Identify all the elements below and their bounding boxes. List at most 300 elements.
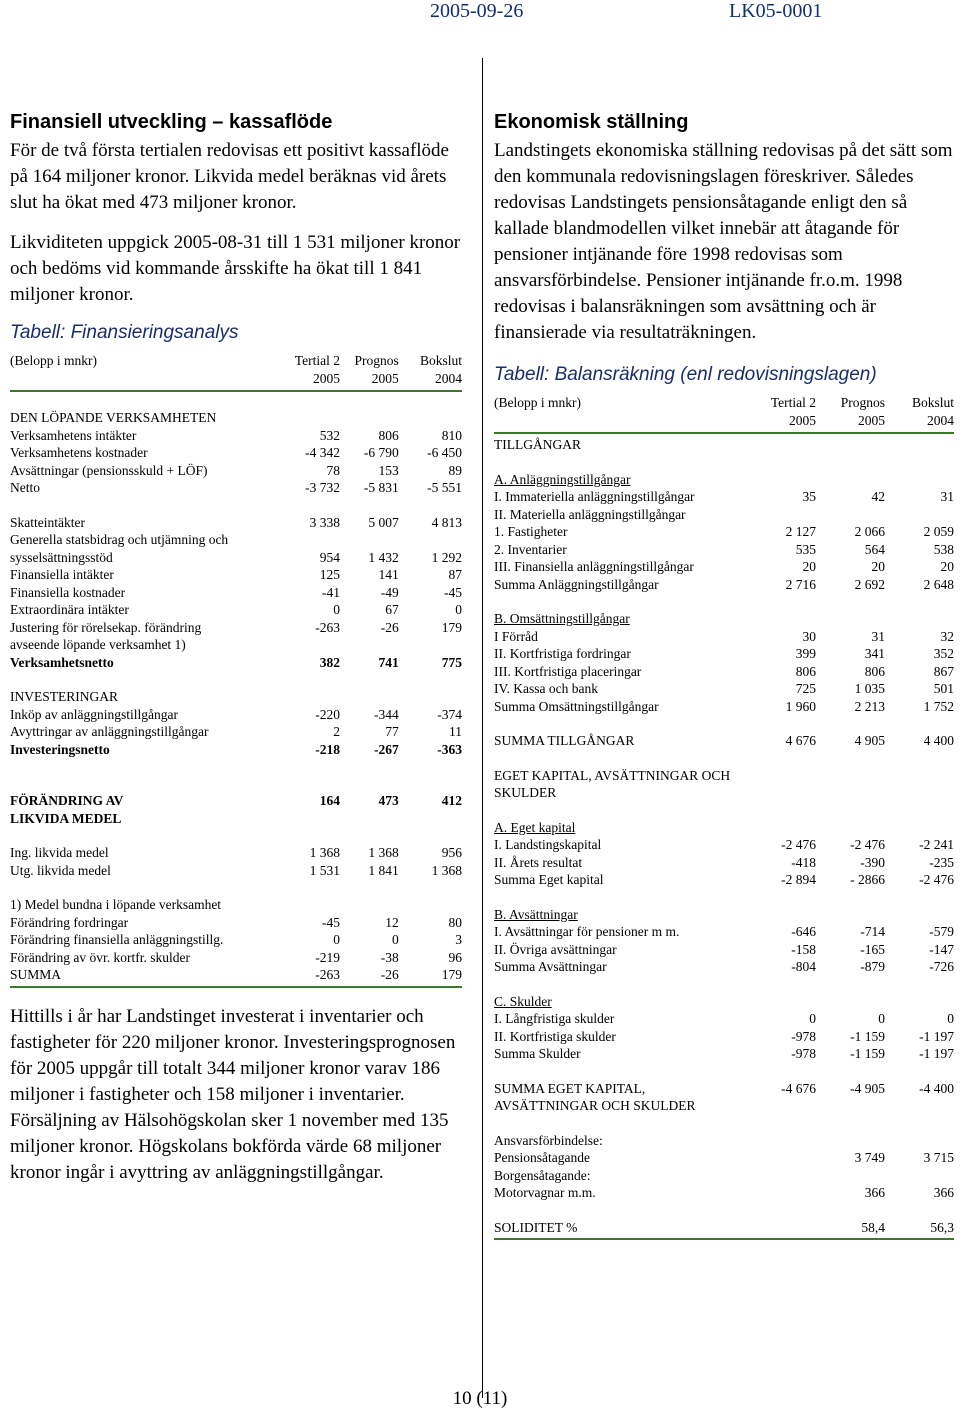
row-label <box>10 462 281 480</box>
row-value <box>399 879 462 896</box>
row-label-text: B. Avsättningar <box>494 906 578 922</box>
table-row <box>494 680 954 698</box>
row-label-text: III. Kortfristiga placeringar <box>494 663 642 679</box>
row-label-text: C. Skulder <box>494 993 552 1009</box>
row-label-text: II. Kortfristiga fordringar <box>494 646 631 661</box>
row-label <box>10 427 281 445</box>
row-value: 382 <box>319 654 340 670</box>
row-value: -2 476 <box>919 872 954 887</box>
page-number: 10 (11) <box>452 1388 508 1409</box>
col-header: Prognos <box>354 353 399 368</box>
table-row <box>494 1010 954 1028</box>
table-row <box>494 784 954 802</box>
row-value <box>340 810 399 828</box>
table-row <box>494 1045 954 1063</box>
table-row <box>494 819 954 837</box>
row-label-text: Skatteintäkter <box>10 514 85 530</box>
row-value <box>816 993 885 1011</box>
row-value: 4 813 <box>431 514 462 530</box>
row-label <box>10 549 281 567</box>
row-label <box>494 593 752 610</box>
row-value <box>281 636 340 654</box>
row-label-text: DEN LÖPANDE VERKSAMHETEN <box>10 410 217 425</box>
row-value: -418 <box>791 854 816 870</box>
table-row <box>494 593 954 610</box>
row-value: 956 <box>441 845 462 860</box>
row-value <box>816 436 885 454</box>
row-label-text: I. Långfristiga skulder <box>494 1011 615 1026</box>
row-label-text: Verksamhetens kostnader <box>10 445 148 460</box>
row-value <box>399 827 462 844</box>
row-value: -4 905 <box>850 1080 885 1096</box>
row-label <box>494 1080 752 1098</box>
table-row <box>10 671 462 688</box>
row-label <box>10 844 281 862</box>
row-value <box>340 688 399 706</box>
row-label <box>494 1028 752 1046</box>
row-value: 366 <box>864 1185 885 1200</box>
row-label-text: I. Landstingskapital <box>494 837 602 852</box>
table-row <box>10 619 462 637</box>
row-value: 532 <box>319 427 340 443</box>
table-row <box>494 750 954 767</box>
table-row <box>494 1080 954 1098</box>
row-value: 125 <box>319 567 340 582</box>
row-label-text: TILLGÅNGAR <box>494 437 581 452</box>
table-row <box>10 844 462 862</box>
row-value: 179 <box>441 967 462 982</box>
row-value <box>399 810 462 828</box>
row-label-text: Avsättningar (pensionsskuld + LÖF) <box>10 462 208 478</box>
row-value <box>816 506 885 524</box>
col-header-year: 2005 <box>371 370 399 386</box>
table-row <box>10 409 462 427</box>
row-label <box>10 775 281 792</box>
col-header-year: 2004 <box>927 412 954 428</box>
row-label-text: Summa Eget kapital <box>494 872 604 887</box>
row-label <box>494 889 752 906</box>
row-value: 5 007 <box>368 514 399 530</box>
table-row <box>494 628 954 646</box>
row-label <box>494 576 752 594</box>
row-label <box>494 663 752 681</box>
row-value <box>340 409 399 427</box>
row-value: 2 <box>333 724 340 739</box>
row-value: 31 <box>940 489 954 504</box>
row-value <box>885 454 954 471</box>
row-value: -41 <box>321 584 340 600</box>
row-value <box>752 784 816 802</box>
table-row <box>10 444 462 462</box>
row-label <box>10 931 281 949</box>
row-value <box>340 827 399 844</box>
row-label <box>494 767 752 785</box>
row-value: -1 159 <box>850 1028 885 1044</box>
row-value: 806 <box>378 427 399 443</box>
row-label <box>494 993 752 1011</box>
table-row <box>494 854 954 872</box>
row-value: -804 <box>791 959 816 974</box>
row-value: 1 368 <box>309 845 340 860</box>
row-value: 12 <box>385 914 399 930</box>
row-label-text: II. Övriga avsättningar <box>494 941 617 957</box>
row-value: -4 676 <box>781 1080 816 1096</box>
row-value <box>752 1149 816 1167</box>
right-table-caption: Tabell: Balansräkning (enl redovisningslagen) <box>494 364 877 385</box>
row-value: 741 <box>378 654 399 670</box>
row-label-text: LIKVIDA MEDEL <box>10 810 122 826</box>
row-value <box>752 976 816 993</box>
row-label <box>494 628 752 646</box>
row-label-text: 2. Inventarier <box>494 541 567 557</box>
table-row <box>10 810 462 828</box>
row-value: 30 <box>802 628 816 644</box>
row-value <box>752 1097 816 1115</box>
row-label <box>494 1149 752 1167</box>
table-row <box>494 993 954 1011</box>
row-label <box>10 444 281 462</box>
row-label <box>494 1219 752 1237</box>
row-label <box>494 715 752 732</box>
row-value: 2 059 <box>923 524 954 539</box>
table-top-rule <box>10 390 462 392</box>
row-value: -165 <box>860 941 885 957</box>
left-paragraph-2: Likviditeten uppgick 2005-08-31 till 1 531 miljoner kronor och bedöms vid kommande årsskifte ha ökat till 1 841 miljoner kronor. <box>10 232 461 305</box>
row-value <box>816 784 885 802</box>
table-row <box>494 715 954 732</box>
table-row <box>494 906 954 924</box>
row-label-text: FÖRÄNDRING AV <box>10 793 124 808</box>
row-label <box>10 688 281 706</box>
row-value: 867 <box>933 663 954 679</box>
row-value: -1 159 <box>850 1046 885 1061</box>
right-paragraph-1: Landstingets ekonomiska ställning redovisas på det sätt som den kommunala redovisningslagen föreskriver. Således redovisas Landstingets pensionsåtagande enligt den så kallade blandmodellen vilket innebär att åtagande för pensioner intjänande före 1998 redovisas som ansvarsförbindelse. Pensioner intjänande fr.o.m. 1998 redovisas i balansräkningen som avsättning och är finansierade via resultaträkningen. <box>494 140 953 343</box>
table-row <box>10 879 462 896</box>
row-label <box>494 976 752 993</box>
row-value: 0 <box>455 602 462 617</box>
row-label-text: Summa Omsättningstillgångar <box>494 698 659 714</box>
row-label-text: AVSÄTTNINGAR OCH SKULDER <box>494 1098 696 1113</box>
row-value: 725 <box>795 681 816 696</box>
row-label <box>494 558 752 576</box>
row-label <box>10 654 281 672</box>
table-row <box>10 792 462 810</box>
row-value <box>885 1115 954 1132</box>
table-row <box>10 706 462 724</box>
row-value: 366 <box>933 1185 954 1200</box>
table-row <box>10 914 462 932</box>
row-label-text: Justering för rörelsekap. förändring <box>10 619 202 635</box>
row-value: 2 692 <box>854 576 885 592</box>
header-date: 2005-09-26 <box>430 0 524 22</box>
row-value: 179 <box>441 619 462 635</box>
row-label <box>10 949 281 967</box>
table-row <box>494 610 954 628</box>
row-label-text: SUMMA TILLGÅNGAR <box>494 733 635 748</box>
row-label <box>494 854 752 872</box>
row-value <box>399 531 462 549</box>
row-label-text: Netto <box>10 480 40 495</box>
row-label <box>494 1045 752 1063</box>
row-label <box>10 514 281 532</box>
row-label-text: Inköp av anläggningstillgångar <box>10 706 178 722</box>
row-label-text: I. Avsättningar för pensioner m m. <box>494 924 680 939</box>
row-value: 535 <box>795 541 816 557</box>
row-value: -26 <box>380 967 399 982</box>
row-label <box>10 966 281 984</box>
row-value: 3 <box>455 932 462 947</box>
row-value: -6 450 <box>427 445 462 460</box>
row-label <box>10 619 281 637</box>
row-value <box>399 409 462 427</box>
row-value: -4 400 <box>919 1080 954 1096</box>
row-value: 0 <box>333 602 340 617</box>
col-header: Prognos <box>840 395 885 410</box>
row-label-text: avseende löpande verksamhet 1) <box>10 637 186 652</box>
row-value: 20 <box>940 559 954 574</box>
row-label-text: Summa Skulder <box>494 1046 581 1061</box>
row-label-text: A. Anläggningstillgångar <box>494 471 631 487</box>
table-row <box>10 479 462 497</box>
row-value <box>752 802 816 819</box>
row-value: 78 <box>326 462 340 478</box>
row-value <box>885 889 954 906</box>
row-value: 0 <box>391 932 399 947</box>
row-value <box>752 1184 816 1202</box>
row-value <box>340 775 399 792</box>
row-value <box>281 688 340 706</box>
table-row <box>10 775 462 792</box>
row-value <box>816 1202 885 1219</box>
row-value: -978 <box>791 1046 816 1061</box>
row-value <box>752 906 816 924</box>
row-value: 2 716 <box>785 576 816 592</box>
row-label <box>494 645 752 663</box>
row-value: -2 476 <box>781 837 816 852</box>
row-label <box>10 792 281 810</box>
row-value <box>340 896 399 914</box>
row-value <box>816 976 885 993</box>
table-row <box>10 566 462 584</box>
table-row <box>494 1184 954 1202</box>
row-value: -5 551 <box>427 480 462 495</box>
row-label <box>494 1063 752 1080</box>
col-header-year: 2004 <box>435 370 462 386</box>
col-header-year: 2005 <box>312 370 340 386</box>
row-label <box>494 784 752 802</box>
row-value: 153 <box>378 462 399 478</box>
row-label <box>494 836 752 854</box>
cashflow-table-body <box>10 409 462 984</box>
row-value: -147 <box>929 941 954 957</box>
table-row <box>494 454 954 471</box>
row-value <box>885 715 954 732</box>
table-row <box>494 889 954 906</box>
row-value: -374 <box>437 706 462 722</box>
row-label-text: EGET KAPITAL, AVSÄTTNINGAR OCH <box>494 767 731 783</box>
row-value <box>816 767 885 785</box>
row-label <box>494 1167 752 1185</box>
row-label-text: Pensionsåtagande <box>494 1150 590 1165</box>
row-label-text: Verksamhetens intäkter <box>10 427 137 443</box>
table-row <box>494 767 954 785</box>
row-label <box>494 802 752 819</box>
row-label <box>494 471 752 489</box>
row-value <box>816 1132 885 1150</box>
row-label-text: II. Årets resultat <box>494 854 583 870</box>
row-label <box>10 497 281 514</box>
row-value: 3 338 <box>309 514 340 530</box>
row-value: 1 292 <box>431 549 462 565</box>
row-label-text: Verksamhetsnetto <box>10 654 114 670</box>
row-label <box>10 862 281 880</box>
row-value: 1 432 <box>368 549 399 565</box>
table-bottom-rule <box>494 1238 954 1240</box>
table-row <box>494 802 954 819</box>
row-value <box>816 715 885 732</box>
table-row <box>494 436 954 454</box>
row-value <box>399 497 462 514</box>
row-label <box>494 941 752 959</box>
table-row <box>10 723 462 741</box>
table-row <box>10 549 462 567</box>
row-label <box>494 680 752 698</box>
row-value: 341 <box>864 646 885 661</box>
table-row <box>494 1063 954 1080</box>
row-value <box>752 471 816 489</box>
row-label-text: Ing. likvida medel <box>10 845 109 860</box>
row-value <box>816 802 885 819</box>
table-unit: (Belopp i mnkr) <box>10 353 97 368</box>
row-label-text: Avyttringar av anläggningstillgångar <box>10 724 209 739</box>
row-value <box>340 531 399 549</box>
table-row <box>10 931 462 949</box>
table-row <box>494 523 954 541</box>
row-value: -26 <box>380 619 399 635</box>
table-row <box>10 862 462 880</box>
row-value: -1 197 <box>919 1028 954 1044</box>
row-label <box>10 741 281 759</box>
row-label <box>10 810 281 828</box>
table-row <box>494 1167 954 1185</box>
row-value <box>752 715 816 732</box>
row-value: -390 <box>860 854 885 870</box>
table-row <box>494 645 954 663</box>
row-value: 67 <box>385 602 399 617</box>
row-label <box>494 732 752 750</box>
table-row <box>10 497 462 514</box>
row-label <box>10 758 281 775</box>
row-value: -158 <box>791 941 816 957</box>
row-label <box>10 706 281 724</box>
row-value: 2 213 <box>854 698 885 714</box>
row-value: -879 <box>860 959 885 974</box>
row-value <box>399 896 462 914</box>
row-value <box>340 636 399 654</box>
row-label-text: Summa Anläggningstillgångar <box>494 576 659 592</box>
row-value: 3 715 <box>923 1150 954 1165</box>
table-row <box>10 636 462 654</box>
table-row <box>494 471 954 489</box>
table-row <box>494 488 954 506</box>
row-value <box>281 810 340 828</box>
row-value: 1 531 <box>309 862 340 878</box>
row-label <box>10 671 281 688</box>
row-value <box>885 784 954 802</box>
row-value <box>752 1167 816 1185</box>
row-label <box>494 1097 752 1115</box>
row-value <box>816 750 885 767</box>
table-row <box>494 1149 954 1167</box>
col-header-year: 2005 <box>788 412 816 428</box>
row-value: 87 <box>448 567 462 582</box>
table-row <box>494 1219 954 1237</box>
row-label-text: Summa Avsättningar <box>494 959 607 974</box>
row-value <box>752 750 816 767</box>
row-value <box>816 819 885 837</box>
row-label-text: Förändring av övr. kortfr. skulder <box>10 949 190 965</box>
col-header: Tertial 2 <box>294 353 340 368</box>
row-value <box>281 409 340 427</box>
row-value: -363 <box>437 741 462 757</box>
row-label-text: Utg. likvida medel <box>10 862 111 878</box>
table-row <box>494 732 954 750</box>
right-heading: Ekonomisk ställning <box>494 111 689 133</box>
table-row <box>494 663 954 681</box>
row-label <box>494 958 752 976</box>
row-value: -714 <box>860 924 885 939</box>
row-value: 775 <box>441 654 462 670</box>
table-row <box>494 1028 954 1046</box>
row-value <box>885 819 954 837</box>
row-value <box>885 471 954 489</box>
column-divider <box>482 58 483 1398</box>
row-value <box>885 436 954 454</box>
row-value: 3 749 <box>854 1150 885 1165</box>
row-value <box>816 593 885 610</box>
row-value: 2 648 <box>923 576 954 592</box>
table-row <box>494 958 954 976</box>
row-value: 2 127 <box>785 524 816 539</box>
cashflow-table <box>10 352 462 387</box>
row-value <box>816 1063 885 1080</box>
row-label-text: Förändring fordringar <box>10 914 129 930</box>
row-value: 806 <box>795 663 816 679</box>
row-value <box>816 1167 885 1185</box>
row-value: 89 <box>448 462 462 478</box>
row-value: 42 <box>871 489 885 504</box>
table-row <box>10 949 462 967</box>
row-value <box>885 1132 954 1150</box>
table-row <box>494 976 954 993</box>
table-row <box>10 654 462 672</box>
row-value: -5 831 <box>363 480 399 495</box>
row-label <box>10 827 281 844</box>
row-value: -2 894 <box>781 872 816 887</box>
row-value <box>885 802 954 819</box>
row-label-text: 1. Fastigheter <box>494 524 568 539</box>
table-row <box>494 871 954 889</box>
row-value: 4 400 <box>923 733 954 748</box>
row-value <box>752 1219 816 1237</box>
row-label <box>494 506 752 524</box>
row-value: -267 <box>373 741 399 757</box>
row-label-text: Motorvagnar m.m. <box>494 1185 596 1200</box>
row-label <box>494 906 752 924</box>
row-value: 501 <box>933 681 954 696</box>
row-value: 31 <box>871 628 885 644</box>
row-value <box>816 1115 885 1132</box>
